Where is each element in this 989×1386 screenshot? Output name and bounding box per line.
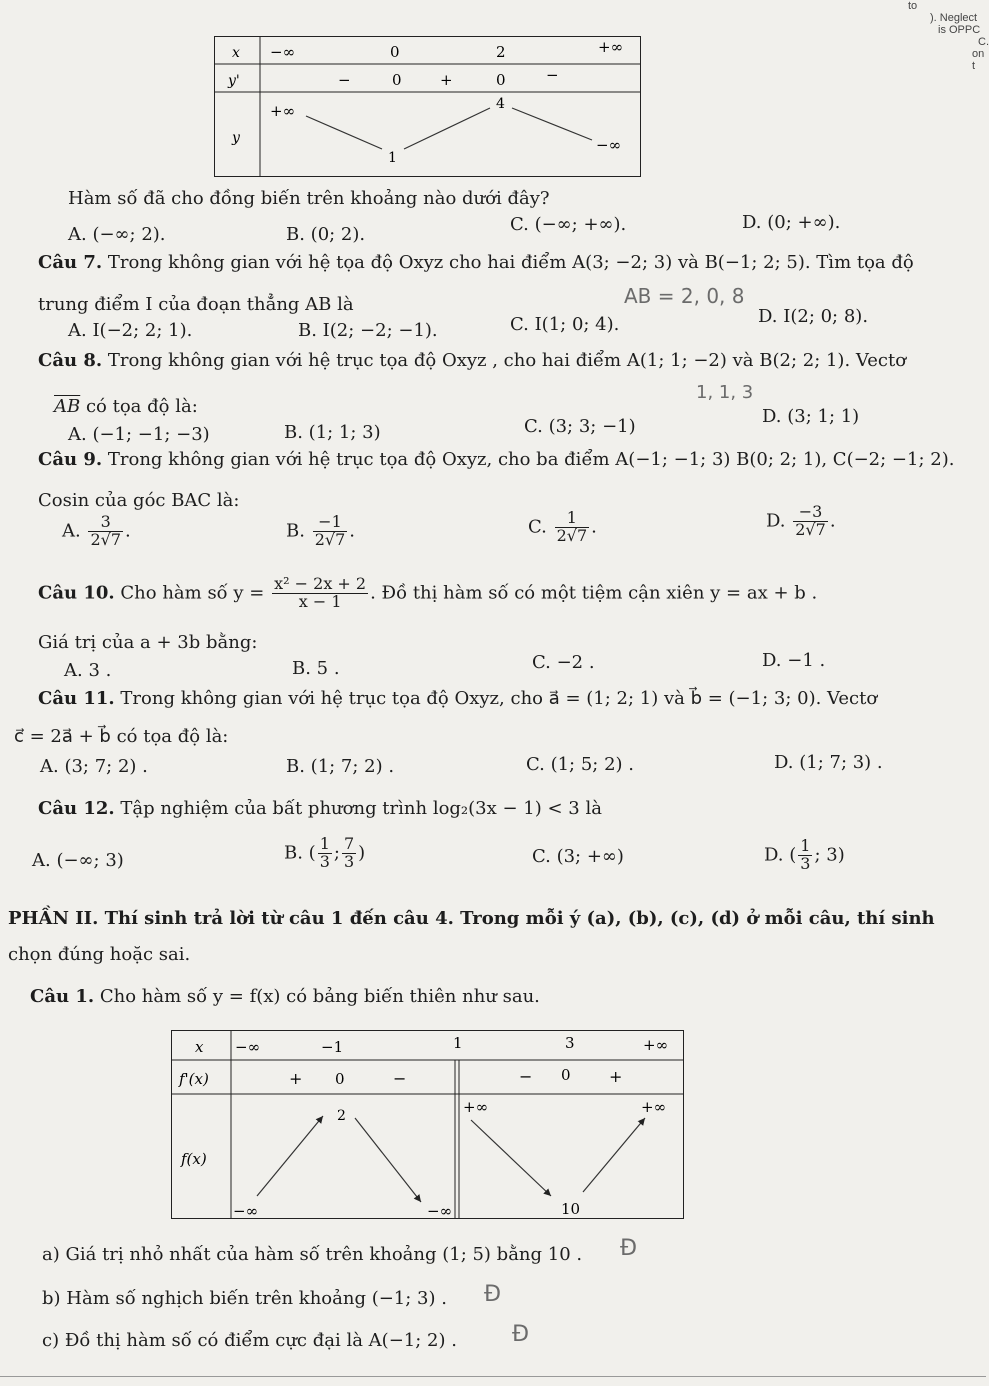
q10-post: . Đồ thị hàm số có một tiệm cận xiên y = ax + b . (370, 582, 818, 604)
corner-fragment (908, 0, 989, 72)
q11-option-c[interactable]: C. (1; 5; 2) . (526, 754, 634, 775)
q12-d-rest: ; 3 (814, 844, 838, 866)
q9-option-b[interactable]: B. $\frac{-1}{2√7}$ . (286, 512, 355, 549)
q8-option-b[interactable]: B. (1; 1; 3) (284, 422, 381, 443)
t2-f-min: 10 (561, 1200, 581, 1218)
q8-stem-line1 (38, 350, 906, 371)
t1-x-3: +∞ (598, 38, 624, 56)
q9-b-den: 2√7 (314, 529, 346, 549)
q9-b-num: −1 (313, 514, 348, 532)
t2-fp-5: + (609, 1067, 623, 1086)
t1-y-0: +∞ (270, 102, 296, 120)
corner-line-2: ). Neglect (930, 12, 978, 24)
q9-title: Câu 9. (38, 449, 103, 470)
q12-b-frac2 (342, 836, 356, 871)
q8-vector-ab: $\overline{AB}$ (54, 396, 81, 417)
variation-table-2 (171, 1030, 685, 1220)
corner-line-5: on t (972, 48, 985, 72)
q10-option-c[interactable]: C. −2 . (532, 652, 595, 673)
t2-arrow-up-2 (583, 1118, 645, 1192)
p2q1-title: Câu 1. (30, 986, 95, 1007)
q12-b-num1: 1 (319, 834, 330, 853)
q7-stem2: trung điểm I của đoạn thẳng AB là (38, 294, 354, 315)
t1-yp-3: 0 (496, 71, 506, 89)
q6-option-a[interactable]: A. (−∞; 2). (68, 224, 166, 245)
q12-stem-line (38, 798, 602, 819)
t2-x-4: +∞ (643, 1036, 669, 1054)
statement-a: a) Giá trị nhỏ nhất của hàm số trên khoảng (1; 5) bằng 10 . (42, 1244, 583, 1265)
t2-fp-0: + (289, 1069, 303, 1088)
bottom-rule (0, 1376, 986, 1377)
t2-x-0: −∞ (235, 1038, 261, 1056)
q9-a-num: 3 (88, 514, 123, 532)
t2-fp-1: 0 (335, 1070, 345, 1088)
q7-option-b[interactable]: B. I(2; −2; −1). (298, 320, 438, 341)
t1-yp-0: − (338, 71, 351, 89)
t1-y-2: 4 (496, 96, 505, 112)
q7-option-d[interactable]: D. I(2; 0; 8). (758, 306, 869, 327)
q8-option-a[interactable]: A. (−1; −1; −3) (68, 424, 210, 445)
variation-table-1 (214, 36, 642, 178)
q9-b-fraction (313, 514, 348, 549)
q8-stem-line2 (54, 396, 198, 417)
q12-stem: Tập nghiệm của bất phương trình log₂(3x − 1) < 3 là (120, 798, 602, 819)
q12-b-sep: ; (333, 842, 340, 864)
q9-b-label: B. (286, 520, 305, 542)
q9-a-fraction (88, 514, 123, 549)
q9-c-den: 2√7 (556, 525, 588, 545)
q11-option-a[interactable]: A. (3; 7; 2) . (40, 756, 148, 777)
q12-b-frac1 (318, 836, 332, 871)
q8-scribble: 1, 1, 3 (696, 382, 754, 403)
q11-stem-line1 (38, 688, 877, 709)
q7-stem-line1 (38, 252, 914, 273)
q6-stem: Hàm số đã cho đồng biến trên khoảng nào dưới đây? (68, 188, 550, 209)
q6-option-b[interactable]: B. (0; 2). (286, 224, 366, 245)
p2q1-stem: Cho hàm số y = f(x) có bảng biến thiên như sau. (99, 986, 540, 1007)
q10-num: x² − 2x + 2 (274, 574, 367, 593)
t1-y-3: −∞ (596, 136, 622, 154)
t1-x-1: 0 (390, 43, 400, 61)
q9-a-den: 2√7 (90, 529, 122, 549)
q12-d-frac (798, 838, 812, 873)
corner-line-3: is OPPC (938, 24, 981, 36)
part2-heading-line1: PHẦN II. Thí sinh trả lời từ câu 1 đến câu 4. Trong mỗi ý (a), (b), (c), (d) ở mỗi câu, thí sinh (8, 908, 935, 929)
q6-option-d[interactable]: D. (0; +∞). (742, 212, 841, 233)
q12-b-label: B. (284, 842, 303, 864)
q7-title: Câu 7. (38, 252, 103, 273)
t1-arrow-down-1 (306, 116, 382, 149)
q10-stem-line1 (38, 576, 817, 611)
q11-stem1: Trong không gian với hệ trục tọa độ Oxyz, cho a⃗ = (1; 2; 1) và b⃗ = (−1; 3; 0). Vectơ (120, 688, 878, 709)
q10-option-d[interactable]: D. −1 . (762, 650, 826, 671)
t1-x-0: −∞ (270, 43, 296, 61)
t1-yp-4: − (546, 66, 559, 84)
q7-option-c[interactable]: C. I(1; 0; 4). (510, 314, 620, 335)
q9-stem1: Trong không gian với hệ trục tọa độ Oxyz, cho ba điểm A(−1; −1; 3) B(0; 2; 1), C(−2; −1; 2). (107, 449, 955, 470)
t2-x-2: 1 (453, 1034, 463, 1052)
q9-d-den: 2√7 (795, 519, 826, 539)
q8-option-c[interactable]: C. (3; 3; −1) (524, 416, 636, 437)
q12-option-b[interactable]: B. ( $\frac{1}{3}$ ; $\frac{7}{3}$ ) (284, 834, 366, 871)
t2-f-minus-inf-right: −∞ (427, 1202, 453, 1220)
q11-title: Câu 11. (38, 688, 115, 709)
q10-option-a[interactable]: A. 3 . (64, 660, 112, 681)
q10-option-b[interactable]: B. 5 . (292, 658, 340, 679)
t2-x-3: 3 (565, 1034, 575, 1052)
q7-stem1: Trong không gian với hệ tọa độ Oxyz cho hai điểm A(3; −2; 3) và B(−1; 2; 5). Tìm tọa độ (107, 252, 914, 273)
t2-fp-2: − (393, 1069, 407, 1088)
mark-b[interactable]: Đ (484, 1282, 502, 1307)
mark-a[interactable]: Đ (620, 1236, 638, 1261)
t2-f-minus-inf-left: −∞ (233, 1202, 259, 1220)
t2-label-fprime: f'(x) (179, 1070, 209, 1088)
q9-a-label: A. (62, 520, 81, 542)
t2-f-plus-inf-right: +∞ (641, 1098, 667, 1116)
t2-arrow-down-2 (471, 1120, 551, 1196)
q10-pre: Cho hàm số y = (120, 582, 265, 604)
statement-b: b) Hàm số nghịch biến trên khoảng (−1; 3) . (42, 1288, 447, 1309)
q10-title: Câu 10. (38, 582, 115, 604)
t1-label-y: y (232, 130, 240, 146)
corner-line-1: to (908, 0, 918, 12)
q10-stem2: Giá trị của a + 3b bằng: (38, 632, 258, 653)
t1-x-2: 2 (496, 43, 506, 61)
q12-option-d[interactable]: D. ( $\frac{1}{3}$ ; 3) (764, 836, 845, 873)
q11-stem2: c⃗ = 2a⃗ + b⃗ có tọa độ là: (14, 726, 229, 747)
t1-arrow-up (404, 108, 490, 149)
q12-d-label: D. (764, 844, 784, 866)
t1-yp-1: 0 (392, 71, 402, 89)
q7-scribble: AB = 2, 0, 8 (624, 284, 745, 308)
q11-option-d[interactable]: D. (1; 7; 3) . (774, 752, 883, 773)
q12-d-num: 1 (800, 836, 811, 855)
q9-c-label: C. (528, 516, 547, 538)
t2-x-1: −1 (321, 1038, 344, 1056)
q12-d-den: 3 (800, 853, 811, 873)
corner-line-4: C. (978, 36, 989, 48)
part2-heading-line2: chọn đúng hoặc sai. (8, 944, 191, 965)
t2-label-x: x (195, 1038, 204, 1056)
q12-option-a[interactable]: A. (−∞; 3) (32, 850, 124, 871)
q9-stem2: Cosin của góc BAC là: (38, 490, 240, 511)
statement-c: c) Đồ thị hàm số có điểm cực đại là A(−1; 2) . (42, 1330, 457, 1351)
q9-c-fraction (555, 510, 590, 545)
t2-arrow-down-1 (355, 1118, 421, 1202)
q12-title: Câu 12. (38, 798, 115, 819)
q9-option-d[interactable]: D. $\frac{-3}{2√7}$ . (766, 502, 836, 539)
q12-option-c[interactable]: C. (3; +∞) (532, 846, 624, 867)
q12-b-num2: 7 (343, 834, 355, 853)
q11-option-b[interactable]: B. (1; 7; 2) . (286, 756, 395, 777)
t2-label-f: f(x) (181, 1150, 207, 1168)
q12-b-den2: 3 (343, 851, 355, 871)
q9-option-c[interactable]: C. $\frac{1}{2√7}$ . (528, 508, 597, 545)
t2-arrow-up-1 (257, 1116, 323, 1196)
q9-d-num: −3 (793, 504, 828, 522)
t2-f-max: 2 (337, 1108, 346, 1124)
q8-option-d[interactable]: D. (3; 1; 1) (762, 406, 860, 427)
q10-fraction (272, 576, 368, 611)
q12-b-den1: 3 (319, 851, 330, 871)
t1-arrow-down-2 (512, 108, 592, 140)
t2-f-plus-inf-left: +∞ (463, 1098, 489, 1116)
t1-label-yprime: y' (228, 73, 240, 89)
q8-stem2: có tọa độ là: (80, 396, 198, 417)
q10-den: x − 1 (298, 591, 342, 611)
q9-stem-line1 (38, 449, 954, 470)
q9-d-fraction (793, 504, 828, 539)
q8-stem1: Trong không gian với hệ trục tọa độ Oxyz , cho hai điểm A(1; 1; −2) và B(2; 2; 1). Vectơ (107, 350, 907, 371)
q9-option-a[interactable]: A. $\frac{3}{2√7}$ . (62, 512, 131, 549)
mark-c[interactable]: Đ (512, 1322, 530, 1347)
q9-d-label: D. (766, 510, 786, 532)
t1-y-1: 1 (388, 150, 397, 166)
t2-fp-4: 0 (561, 1066, 571, 1084)
t1-yp-2: + (440, 71, 453, 89)
q6-option-c[interactable]: C. (−∞; +∞). (510, 214, 627, 235)
q8-title: Câu 8. (38, 350, 103, 371)
q9-c-num: 1 (555, 510, 590, 528)
t1-label-x: x (232, 45, 240, 61)
q7-option-a[interactable]: A. I(−2; 2; 1). (68, 320, 193, 341)
p2q1-stem-line (30, 986, 540, 1007)
t2-fp-3: − (519, 1067, 533, 1086)
